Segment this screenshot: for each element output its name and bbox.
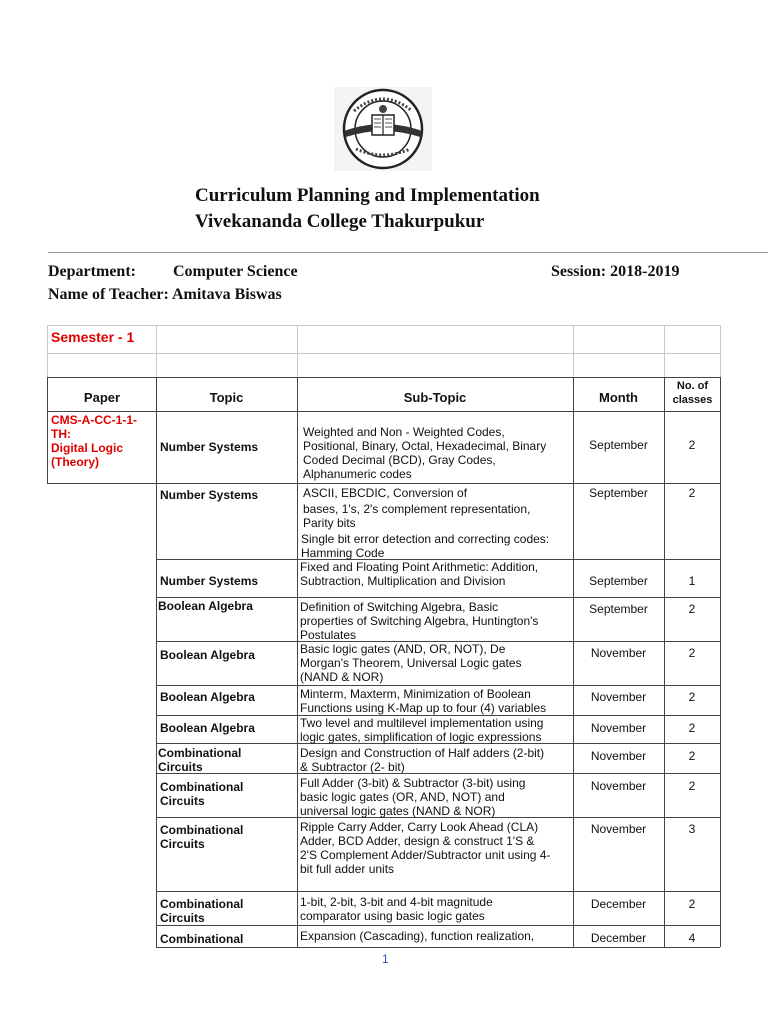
classes-cell: 2 [688,779,696,793]
month-cell: November [590,779,647,793]
topic-cell: Boolean Algebra [158,599,253,613]
table-border [297,377,298,947]
topic-cell: Combinational Circuits [160,780,244,808]
classes-cell: 2 [688,690,696,704]
sub-topic-cell: Fixed and Floating Point Arithmetic: Addition, Subtraction, Multiplication and Division [300,560,539,588]
column-header-sub-topic: Sub-Topic [403,390,467,405]
paper-code: CMS-A-CC-1-1- TH: Digital Logic (Theory) [51,413,137,469]
column-header-paper: Paper [83,390,121,405]
column-header-classes: No. of classes [672,380,713,406]
classes-cell: 2 [688,486,696,500]
page-number: 1 [382,952,389,966]
grid-line [720,325,721,377]
row-divider [156,483,720,484]
topic-cell: Combinational Circuits [160,823,244,851]
topic-cell: Boolean Algebra [160,721,255,735]
month-cell: September [589,574,648,588]
topic-cell: Number Systems [160,488,259,502]
grid-line [664,325,665,377]
month-cell: December [590,897,647,911]
grid-line [47,353,720,354]
classes-cell: 3 [688,822,696,836]
teacher-name: Name of Teacher: Amitava Biswas [48,286,282,303]
month-cell: November [590,822,647,836]
topic-cell: Boolean Algebra [160,690,255,704]
semester-label: Semester - 1 [51,329,135,345]
header-divider [48,252,768,253]
sub-topic-cell: Full Adder (3-bit) & Subtractor (3-bit) using basic logic gates (OR, AND, NOT) and universal logic gates (NAND & NOR) [300,776,526,818]
department-value: Computer Science [173,263,298,280]
grid-line [297,325,298,377]
row-divider [156,597,720,598]
classes-cell: 2 [688,438,696,452]
classes-cell: 2 [688,646,696,660]
document-title: Curriculum Planning and Implementation [195,185,540,206]
table-border [47,411,720,412]
classes-cell: 2 [688,749,696,763]
column-header-topic: Topic [209,390,244,405]
table-border [47,377,720,378]
month-cell: November [590,749,647,763]
classes-cell: 1 [688,574,696,588]
sub-topic-cell: ASCII, EBCDIC, Conversion of bases, 1's, 2's complement representation, Parity bits Single bit error detection and correcting codes: Hamming Code [301,486,550,560]
table-border [156,377,157,947]
department-label: Department: [48,263,136,280]
grid-line [573,325,574,377]
column-header-month: Month [599,390,638,405]
month-cell: November [590,690,647,704]
classes-cell: 2 [688,897,696,911]
month-cell: December [590,931,647,945]
grid-line [156,325,157,377]
table-border [47,483,157,484]
row-divider [156,891,720,892]
month-cell: September [589,602,648,616]
college-seal-logo [334,87,432,171]
topic-cell: Combinational Circuits [158,746,242,774]
topic-cell: Combinational Circuits [160,897,244,925]
topic-cell: Boolean Algebra [160,648,255,662]
classes-cell: 2 [688,602,696,616]
grid-line [47,325,720,326]
table-border [664,377,665,947]
sub-topic-cell: Definition of Switching Algebra, Basic properties of Switching Algebra, Huntington's Postulates [300,600,539,642]
sub-topic-cell: Design and Construction of Half adders (2-bit) & Subtractor (2- bit) [300,746,545,774]
topic-cell: Number Systems [160,574,259,588]
sub-topic-cell: Expansion (Cascading), function realization, [300,929,535,943]
table-border [573,377,574,947]
classes-cell: 4 [688,931,696,945]
table-border [720,377,721,947]
sub-topic-cell: Ripple Carry Adder, Carry Look Ahead (CLA) Adder, BCD Adder, design & construct 1'S & 2'S Complement Adder/Subtractor unit using 4- bit full adder units [300,820,551,876]
month-cell: November [590,721,647,735]
row-divider [156,947,720,948]
topic-cell: Number Systems [160,440,259,454]
sub-topic-cell: 1-bit, 2-bit, 3-bit and 4-bit magnitude comparator using basic logic gates [300,895,493,923]
month-cell: November [590,646,647,660]
month-cell: September [589,438,648,452]
topic-cell: Combinational [160,932,244,946]
row-divider [156,925,720,926]
month-cell: September [589,486,648,500]
session-label: Session: 2018-2019 [551,263,680,280]
row-divider [156,685,720,686]
classes-cell: 2 [688,721,696,735]
sub-topic-cell: Two level and multilevel implementation using logic gates, simplification of logic expressions [300,716,544,744]
grid-line [47,325,48,377]
sub-topic-cell: Weighted and Non - Weighted Codes, Positional, Binary, Octal, Hexadecimal, Binary Coded Decimal (BCD), Gray Codes, Alphanumeric codes [303,425,547,481]
college-name: Vivekananda College Thakurpukur [195,211,485,232]
sub-topic-cell: Basic logic gates (AND, OR, NOT), De Morgan's Theorem, Universal Logic gates (NAND & NOR) [300,642,522,684]
sub-topic-cell: Minterm, Maxterm, Minimization of Boolean Functions using K-Map up to four (4) variables [300,687,547,715]
